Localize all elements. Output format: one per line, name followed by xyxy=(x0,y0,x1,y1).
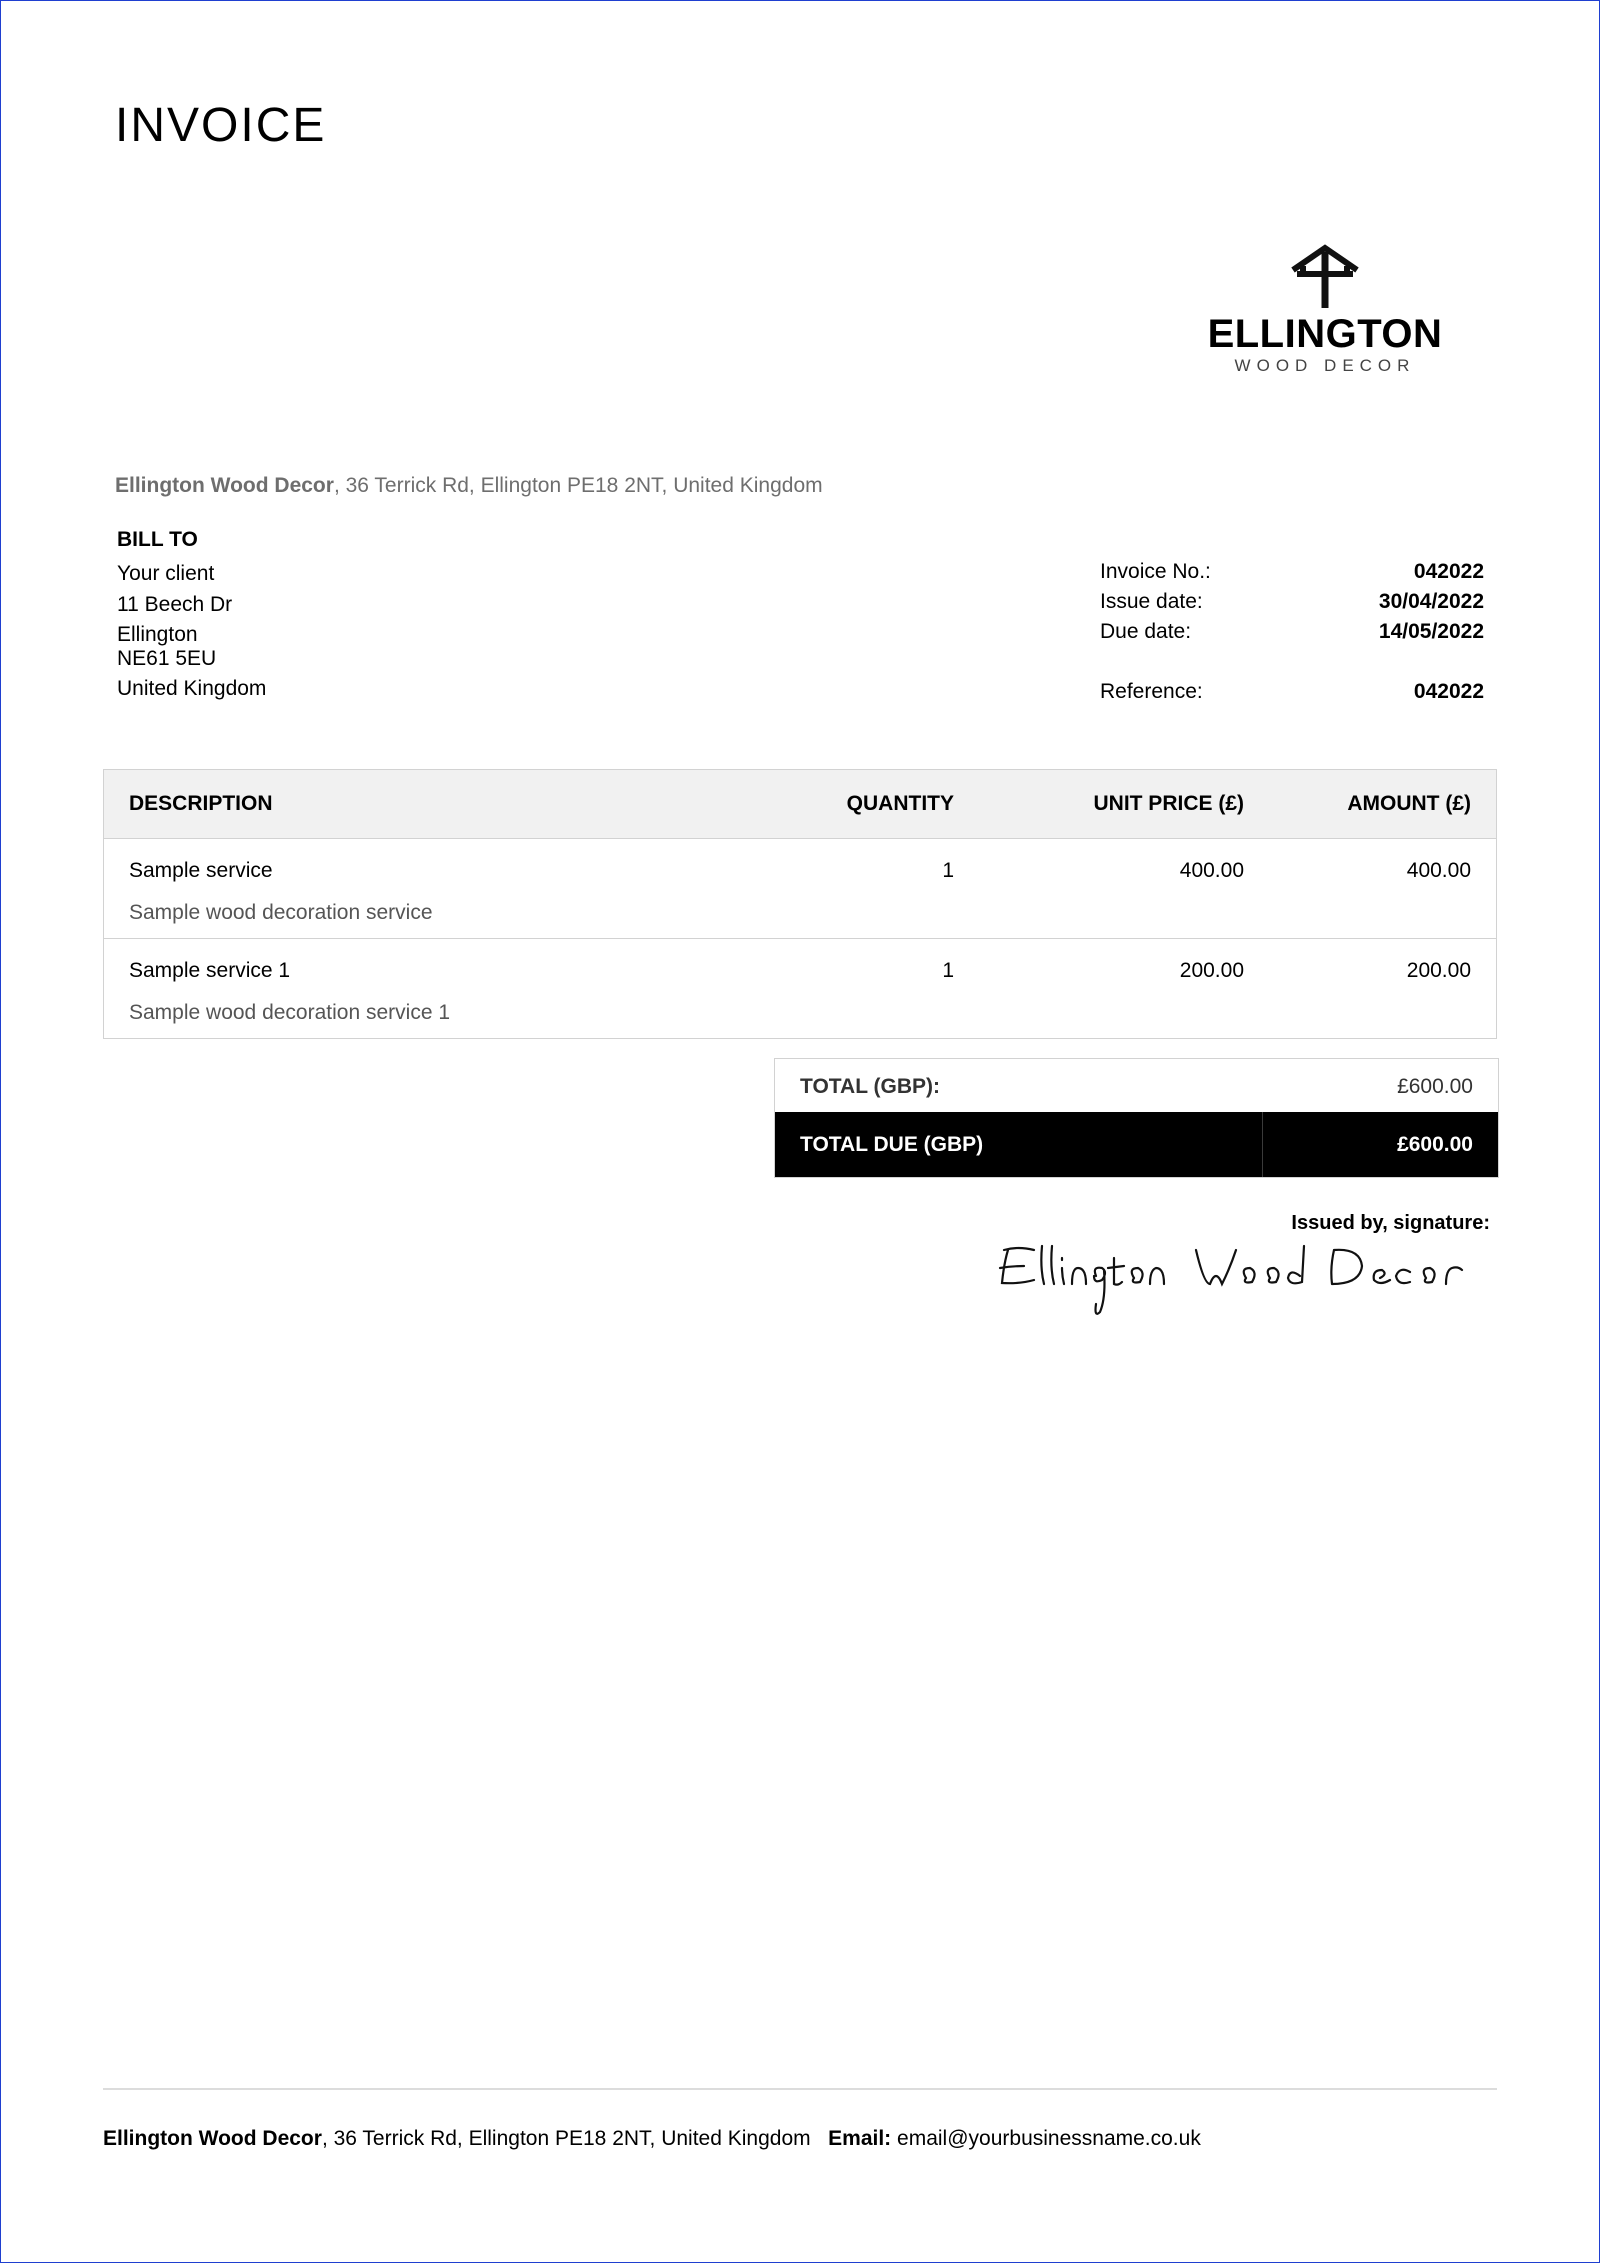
line-items-table xyxy=(103,769,1497,1039)
item-name: Sample service xyxy=(129,859,273,882)
sender-address xyxy=(115,474,823,498)
issue-date-value: 30/04/2022 xyxy=(1378,590,1484,613)
client-street: 11 Beech Dr xyxy=(117,593,233,616)
item-description xyxy=(104,839,760,939)
footer-email-label: Email: xyxy=(828,2127,892,2150)
issue-date-label: Issue date: xyxy=(1100,590,1203,613)
signature-label: Issued by, signature: xyxy=(1291,1212,1490,1234)
client-postcode: NE61 5EU xyxy=(117,647,217,670)
footer-divider xyxy=(103,2088,1497,2090)
total-due-label: TOTAL DUE (GBP) xyxy=(800,1133,984,1156)
due-date-value: 14/05/2022 xyxy=(1378,620,1484,643)
reference-value: 042022 xyxy=(1413,680,1484,703)
invoice-number-value: 042022 xyxy=(1413,560,1484,583)
table-header-row xyxy=(104,770,1497,839)
table-row xyxy=(104,839,1497,939)
client-name: Your client xyxy=(117,562,215,585)
item-description xyxy=(104,939,760,1039)
reference-label: Reference: xyxy=(1100,680,1203,703)
item-quantity: 1 xyxy=(942,859,954,882)
column-header-description: DESCRIPTION xyxy=(104,770,760,839)
table-row xyxy=(104,939,1497,1039)
item-detail: Sample wood decoration service 1 xyxy=(129,1001,451,1024)
column-header-amount: AMOUNT (£) xyxy=(1269,770,1497,839)
item-unit-price: 200.00 xyxy=(1179,959,1244,982)
client-country: United Kingdom xyxy=(117,677,267,700)
invoice-number-label: Invoice No.: xyxy=(1100,560,1211,583)
document-title: INVOICE xyxy=(115,99,327,152)
logo-name: ELLINGTON xyxy=(1207,312,1443,356)
handwritten-signature xyxy=(990,1228,1490,1318)
item-amount: 400.00 xyxy=(1406,859,1471,882)
total-due-row xyxy=(775,1112,1498,1177)
item-quantity: 1 xyxy=(942,959,954,982)
total-value: £600.00 xyxy=(1397,1075,1473,1098)
total-label: TOTAL (GBP): xyxy=(800,1075,940,1098)
total-due-value: £600.00 xyxy=(1397,1133,1473,1156)
item-name: Sample service 1 xyxy=(129,959,291,982)
column-header-unit-price: UNIT PRICE (£) xyxy=(979,770,1269,839)
footer-address: , 36 Terrick Rd, Ellington PE18 2NT, United Kingdom xyxy=(321,2127,811,2150)
footer-email[interactable]: email@yourbusinessname.co.uk xyxy=(897,2127,1201,2150)
item-unit-price: 400.00 xyxy=(1179,859,1244,882)
column-header-quantity: QUANTITY xyxy=(759,770,979,839)
sender-address-text: , 36 Terrick Rd, Ellington PE18 2NT, United Kingdom xyxy=(333,474,823,497)
footer-company: Ellington Wood Decor xyxy=(103,2127,322,2150)
total-row xyxy=(775,1059,1498,1112)
due-date-label: Due date: xyxy=(1100,620,1192,643)
client-city: Ellington xyxy=(117,623,198,646)
totals-box xyxy=(774,1058,1499,1178)
house-icon xyxy=(1287,244,1363,312)
sender-name: Ellington Wood Decor xyxy=(115,474,334,497)
footer xyxy=(103,2127,1201,2151)
total-due-divider xyxy=(1262,1112,1263,1177)
item-detail: Sample wood decoration service xyxy=(129,901,433,924)
company-logo xyxy=(1205,240,1445,380)
bill-to-heading: BILL TO xyxy=(117,528,198,551)
item-amount: 200.00 xyxy=(1406,959,1471,982)
logo-subtitle: WOOD DECOR xyxy=(1234,356,1416,375)
